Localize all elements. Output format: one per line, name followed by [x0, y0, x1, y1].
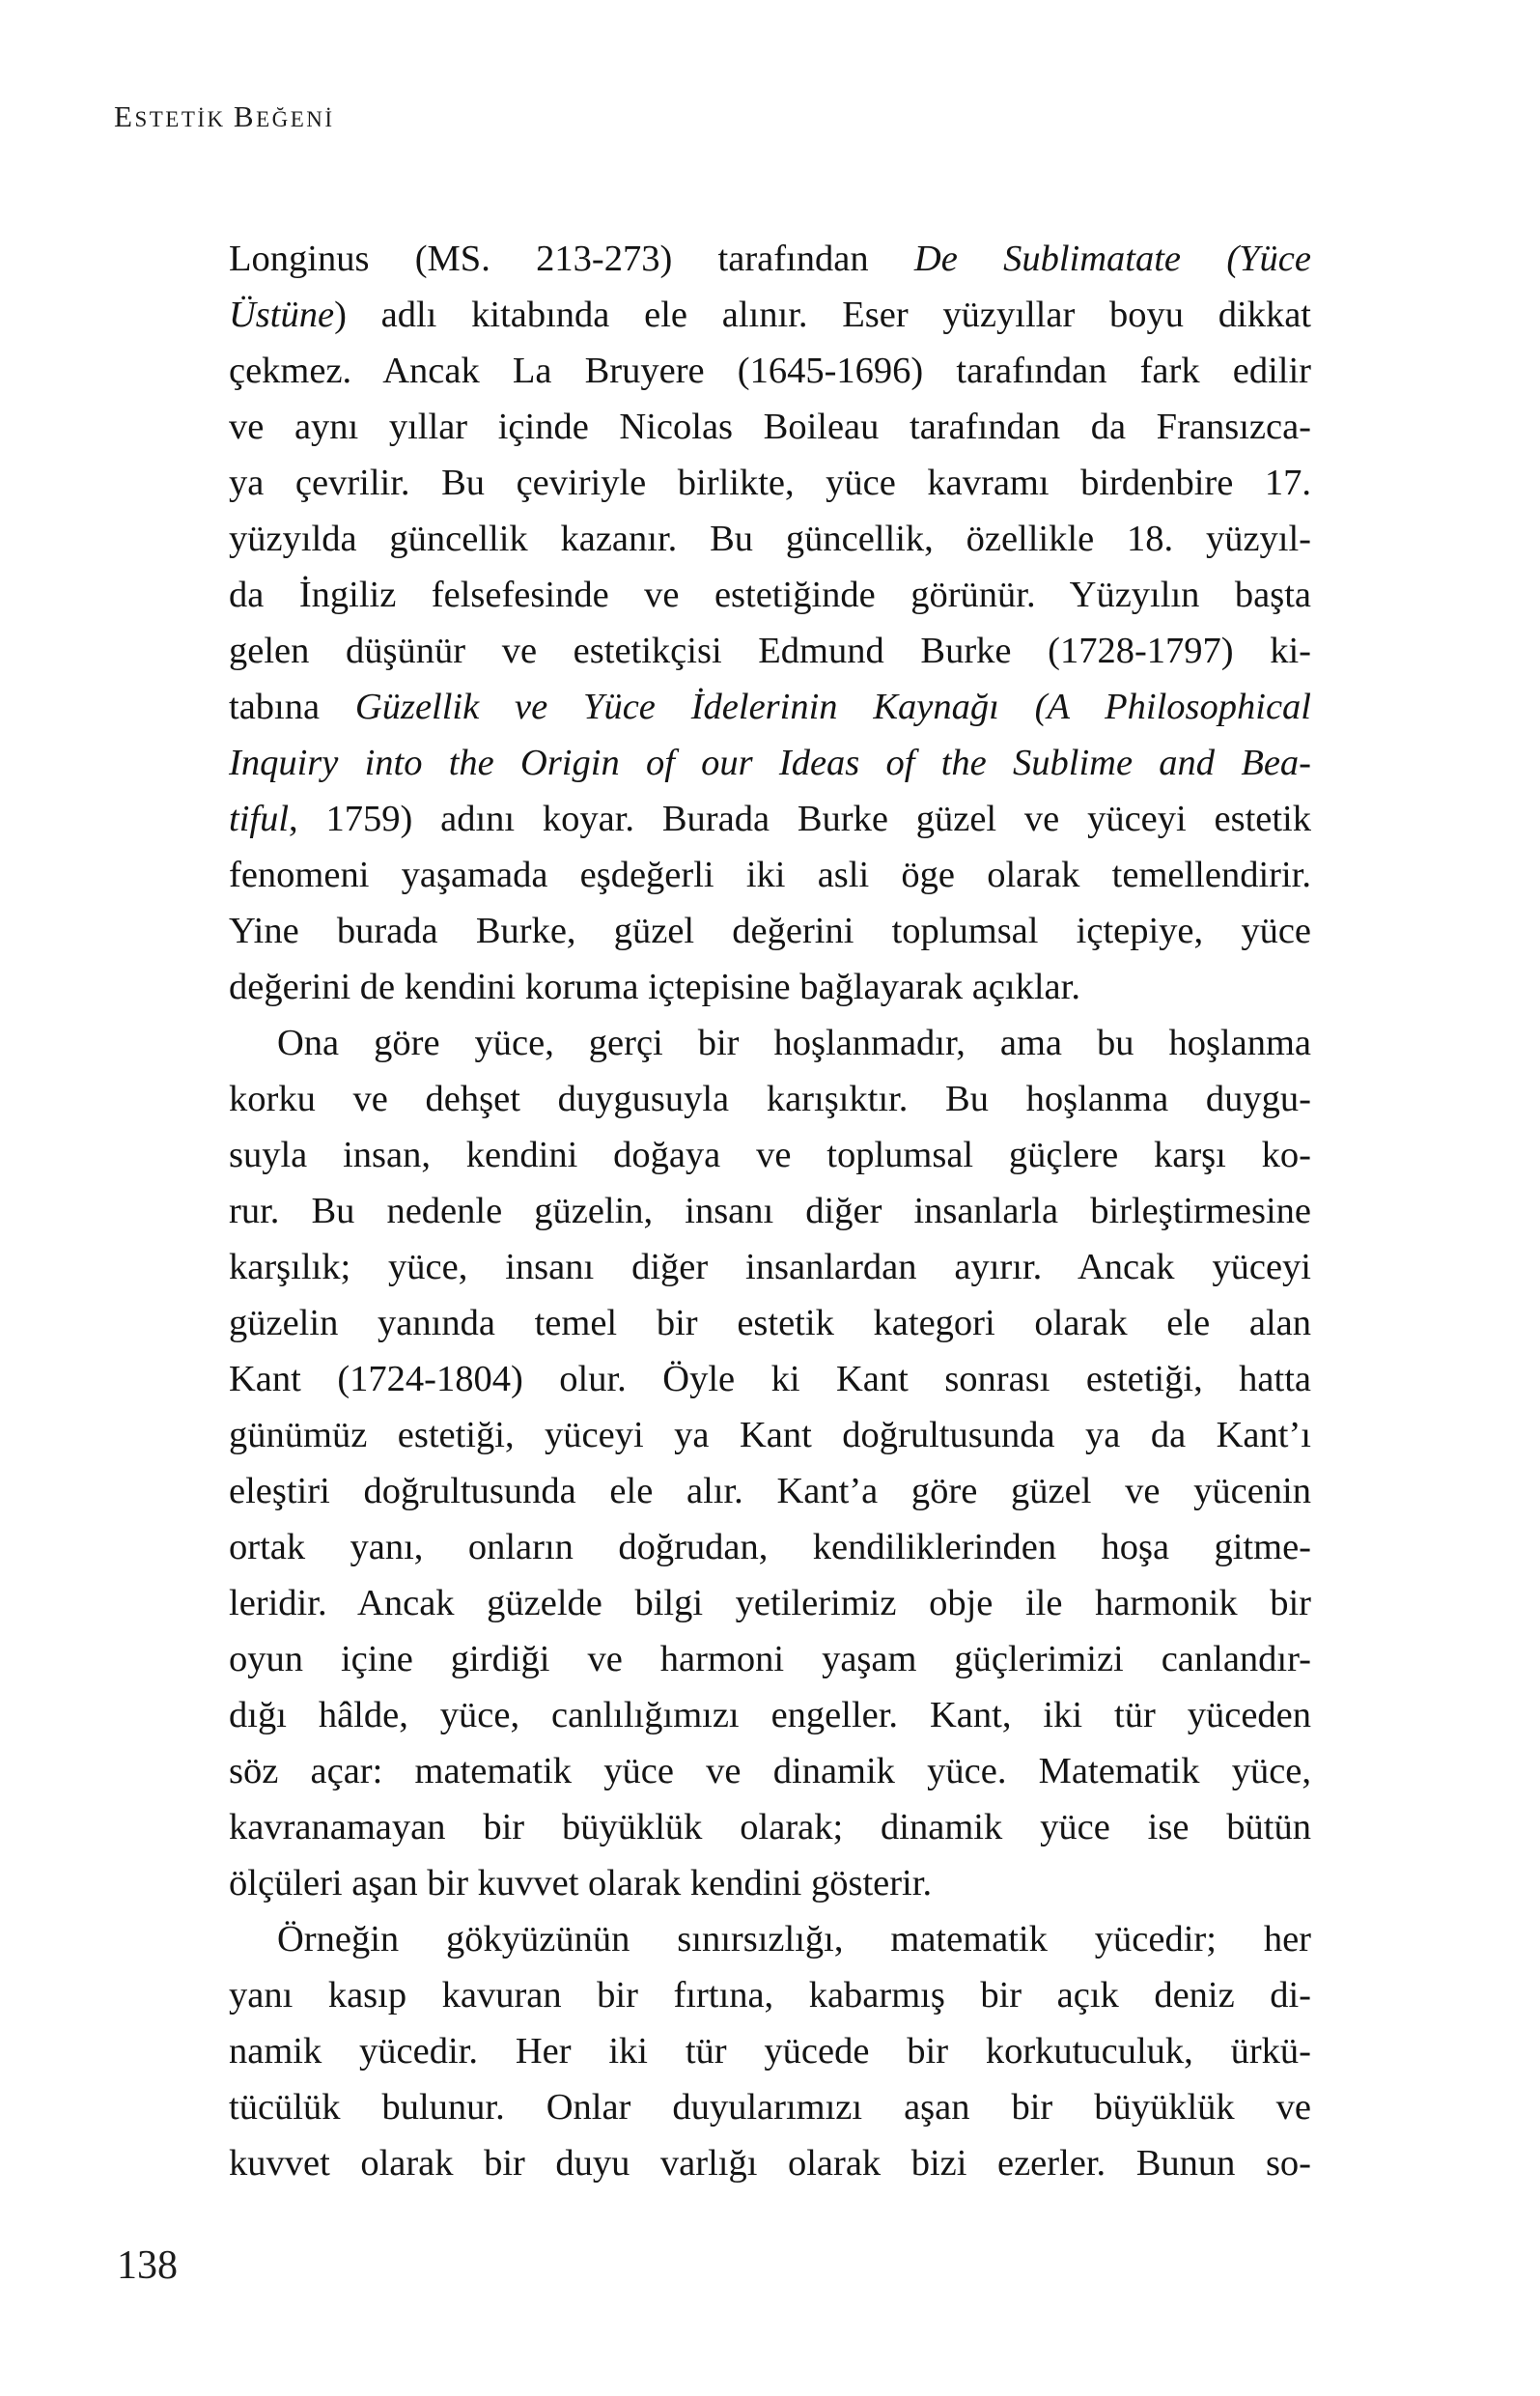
text-line	[229, 1015, 1311, 1071]
text-run	[1181, 239, 1226, 279]
text-run: söz açar: matematik yüce ve dinamik yüce. Matematik yüce,	[229, 1751, 1311, 1791]
text-line	[229, 2079, 1311, 2135]
running-header-part: E	[114, 99, 135, 133]
italic-run: Güzellik ve Yüce İdelerinin Kaynağı (A Philosophical	[354, 687, 1311, 727]
text-run: leridir. Ancak güzelde bilgi yetilerimiz obje ile harmonik bir	[229, 1583, 1311, 1623]
text-run: namik yücedir. Her iki tür yücede bir korkutuculuk, ürkü-	[229, 2031, 1311, 2072]
text-run: değerini de kendini koruma içtepisine bağlayarak açıklar.	[229, 967, 1080, 1007]
text-run: güzelin yanında temel bir estetik kategori olarak ele alan	[229, 1303, 1311, 1343]
text-line	[229, 623, 1311, 679]
text-run: ve aynı yıllar içinde Nicolas Boileau tarafından da Fransızca-	[229, 407, 1311, 447]
text-run: Yine burada Burke, güzel değerini toplumsal içtepiye, yüce	[229, 911, 1311, 951]
running-header-part: STETİK	[134, 107, 226, 131]
text-line	[229, 2135, 1311, 2191]
text-run: , 1759) adını koyar. Burada Burke güzel ve yüceyi estetik	[289, 799, 1311, 839]
text-run: tabına	[229, 687, 355, 727]
text-run: ortak yanı, onların doğrudan, kendiliklerinden hoşa gitme-	[229, 1527, 1311, 1567]
running-header	[114, 99, 335, 134]
text-run: da İngiliz felsefesinde ve estetiğinde görünür. Yüzyılın başta	[229, 575, 1311, 615]
text-line	[229, 1463, 1311, 1519]
text-run: Longinus (MS. 213-273) tarafından	[229, 239, 914, 279]
text-run: yüzyılda güncellik kazanır. Bu güncellik, özellikle 18. yüzyıl-	[229, 519, 1311, 559]
text-line	[229, 1127, 1311, 1183]
body-text	[229, 231, 1311, 2191]
italic-run: tiful	[229, 799, 290, 839]
italic-run: De Sublimatate	[913, 239, 1182, 279]
text-line	[229, 1519, 1311, 1575]
page-number: 138	[117, 2243, 178, 2288]
text-run: çekmez. Ancak La Bruyere (1645-1696) tarafından fark edilir	[229, 351, 1311, 391]
text-line	[229, 1239, 1311, 1295]
text-line	[229, 343, 1311, 399]
text-line	[229, 1967, 1311, 2023]
text-run: yanı kasıp kavuran bir fırtına, kabarmış bir açık deniz di-	[229, 1975, 1311, 2015]
text-line	[229, 231, 1311, 287]
text-run: korku ve dehşet duygusuyla karışıktır. Bu hoşlanma duygu-	[229, 1079, 1311, 1119]
text-line	[229, 1295, 1311, 1351]
text-line	[229, 1799, 1311, 1855]
text-line	[229, 399, 1311, 455]
text-line	[229, 287, 1311, 343]
text-line	[229, 791, 1311, 847]
text-run: ölçüleri aşan bir kuvvet olarak kendini gösterir.	[229, 1863, 933, 1903]
text-line	[229, 959, 1311, 1015]
text-run: dığı hâlde, yüce, canlılığımızı engeller. Kant, iki tür yüceden	[229, 1695, 1311, 1735]
text-run: günümüz estetiği, yüceyi ya Kant doğrultusunda ya da Kant’ı	[229, 1415, 1311, 1455]
text-line	[229, 1183, 1311, 1239]
text-run: fenomeni yaşamada eşdeğerli iki asli öge olarak temellendirir.	[229, 855, 1311, 895]
text-run: kavranamayan bir büyüklük olarak; dinamik yüce ise bütün	[229, 1807, 1311, 1847]
text-line	[229, 567, 1311, 623]
running-header-part: EĞENİ	[256, 107, 335, 131]
text-line	[229, 1351, 1311, 1407]
text-run: kuvvet olarak bir duyu varlığı olarak bizi ezerler. Bunun so-	[229, 2143, 1311, 2184]
text-run: oyun içine girdiği ve harmoni yaşam güçlerimizi canlandır-	[229, 1639, 1311, 1679]
text-run: suyla insan, kendini doğaya ve toplumsal güçlere karşı ko-	[229, 1135, 1311, 1175]
text-run: karşılık; yüce, insanı diğer insanlardan ayırır. Ancak yüceyi	[229, 1247, 1311, 1287]
running-header-part	[226, 107, 234, 131]
text-line	[229, 1071, 1311, 1127]
text-run: ) adlı kitabında ele alınır. Eser yüzyıllar boyu dikkat	[334, 295, 1311, 335]
text-line	[229, 735, 1311, 791]
text-run: tücülük bulunur. Onlar duyularımızı aşan bir büyüklük ve	[229, 2087, 1311, 2128]
text-line	[229, 903, 1311, 959]
text-line	[229, 1407, 1311, 1463]
text-line	[229, 847, 1311, 903]
text-line	[229, 1743, 1311, 1799]
text-line	[229, 1911, 1311, 1967]
text-run: rur. Bu nedenle güzelin, insanı diğer insanlarla birleştirmesine	[229, 1191, 1311, 1231]
text-run: Örneğin gökyüzünün sınırsızlığı, matematik yücedir; her	[277, 1919, 1311, 1959]
text-line	[229, 511, 1311, 567]
text-run: Ona göre yüce, gerçi bir hoşlanmadır, ama bu hoşlanma	[277, 1023, 1311, 1063]
text-line	[229, 1687, 1311, 1743]
text-run: ya çevrilir. Bu çeviriyle birlikte, yüce kavramı birdenbire 17.	[229, 463, 1311, 503]
italic-run: Üstüne	[229, 295, 335, 335]
italic-run: Inquiry into the Origin of our Ideas of the Sublime and Bea-	[229, 743, 1311, 783]
text-run: gelen düşünür ve estetikçisi Edmund Burke (1728-1797) ki-	[229, 631, 1311, 671]
text-line	[229, 455, 1311, 511]
italic-run: (Yüce	[1226, 239, 1311, 279]
text-run: Kant (1724-1804) olur. Öyle ki Kant sonrası estetiği, hatta	[229, 1359, 1311, 1399]
text-line	[229, 1631, 1311, 1687]
text-line	[229, 2023, 1311, 2079]
text-run: eleştiri doğrultusunda ele alır. Kant’a göre güzel ve yücenin	[229, 1471, 1311, 1511]
text-line	[229, 1575, 1311, 1631]
text-line	[229, 679, 1311, 735]
running-header-part: B	[233, 99, 257, 133]
text-line	[229, 1855, 1311, 1911]
